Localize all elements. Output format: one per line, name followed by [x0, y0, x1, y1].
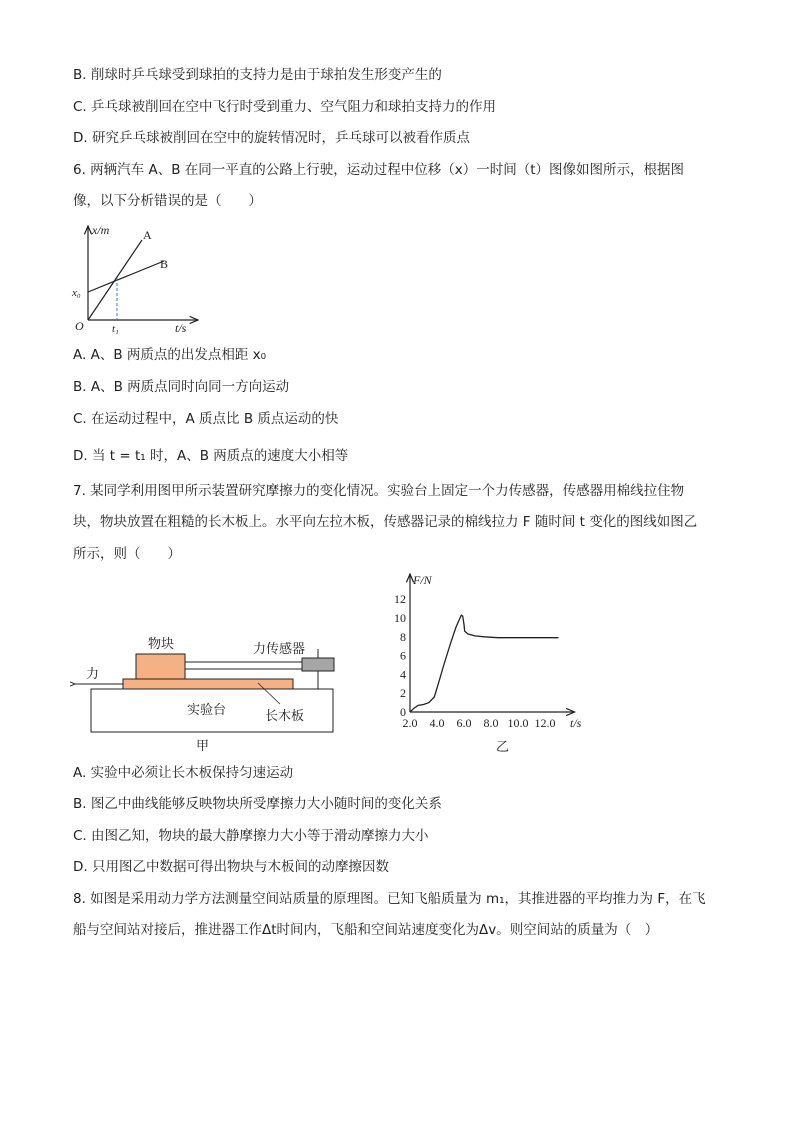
figure-7a-caption: 甲: [196, 739, 210, 754]
fig6-line-b: [88, 261, 164, 292]
long-board: [123, 679, 293, 689]
chart-x-tick-label: 12.0: [534, 716, 556, 730]
chart-y-tick-label: 10: [394, 611, 406, 625]
fig6-x0: x₀: [72, 287, 81, 299]
chart-y-label: F/N: [413, 573, 432, 587]
chart-y-tick-label: 0: [400, 705, 406, 719]
option-7a: A. 实验中必须让长木板保持匀速运动: [73, 765, 294, 781]
question-7-line-1: 7. 某同学利用图甲所示装置研究摩擦力的变化情况。实验台上固定一个力传感器，传感器用棉线拉住物: [73, 483, 685, 499]
fig6-y-label: x/m: [92, 223, 110, 237]
fig6-origin: O: [75, 319, 84, 333]
figure-7-force-time-chart: [380, 570, 590, 755]
force-sensor: [302, 658, 334, 671]
option-5d: D. 研究乒乓球被削回在空中的旋转情况时，乒乓球可以被看作质点: [73, 130, 470, 146]
question-8-line-1: 8. 如图是采用动力学方法测量空间站质量的原理图。已知飞船质量为 m₁，其推进器的平均推力为 F，在飞: [73, 891, 706, 907]
fig6-x-label: t/s: [175, 321, 187, 335]
force-curve: [410, 615, 559, 712]
question-6-line-2: 像，以下分析错误的是（ ）: [73, 193, 262, 209]
block: [136, 654, 185, 679]
figure-7-apparatus: [70, 628, 345, 756]
option-6d: D. 当 t = t₁ 时，A、B 两质点的速度大小相等: [73, 448, 349, 464]
option-7d: D. 只用图乙中数据可得出物块与木板间的动摩擦因数: [73, 859, 389, 875]
chart-x-tick-label: 8.0: [483, 716, 499, 730]
figure-7b-caption: 乙: [496, 740, 510, 755]
option-6a: A. A、B 两质点的出发点相距 x₀: [73, 347, 267, 363]
fig6-label-b: B: [160, 257, 169, 271]
figure-6-xt-graph: [70, 220, 205, 338]
option-5b: B. 削球时乒乓球受到球拍的支持力是由于球拍发生形变产生的: [73, 67, 442, 83]
question-7-line-2: 块，物块放置在粗糙的长木板上。水平向左拉木板，传感器记录的棉线拉力 F 随时间 t 变化的图线如图乙: [73, 514, 698, 530]
chart-y-tick-label: 2: [400, 686, 406, 701]
chart-y-tick-label: 12: [394, 592, 406, 607]
option-5c: C. 乒乓球被削回在空中飞行时受到重力、空气阻力和球拍支持力的作用: [73, 99, 497, 115]
chart-y-tick-label: 4: [400, 667, 406, 682]
block-label: 物块: [148, 637, 175, 652]
question-7-line-3: 所示，则（ ）: [73, 546, 181, 562]
sensor-label: 力传感器: [253, 642, 306, 657]
fig6-line-a: [88, 240, 142, 320]
chart-x-tick-label: 6.0: [456, 716, 472, 730]
option-6b: B. A、B 两质点同时向同一方向运动: [73, 379, 290, 395]
force-label: 力: [86, 667, 100, 682]
option-7b: B. 图乙中曲线能够反映物块所受摩擦力大小随时间的变化关系: [73, 796, 442, 812]
chart-y-tick-label: 8: [400, 629, 406, 644]
question-6-line-1: 6. 两辆汽车 A、B 在同一平直的公路上行驶，运动过程中位移（x）一时间（t）图像如图所示，根据图: [73, 162, 685, 178]
question-8-line-2: 船与空间站对接后，推进器工作Δt时间内，飞船和空间站速度变化为Δv。则空间站的质量为（ ）: [73, 922, 659, 938]
table-label: 实验台: [187, 703, 227, 718]
fig6-label-a: A: [143, 228, 152, 242]
chart-y-tick-label: 6: [400, 648, 406, 663]
chart-x-tick-label: 2.0: [402, 716, 418, 730]
fig6-t1: t₁: [112, 323, 119, 335]
option-6c: C. 在运动过程中，A 质点比 B 质点运动的快: [73, 411, 339, 427]
chart-x-tick-label: 10.0: [507, 716, 529, 730]
chart-x-label: t/s: [570, 716, 582, 730]
board-label: 长木板: [265, 709, 305, 724]
option-7c: C. 由图乙知，物块的最大静摩擦力大小等于滑动摩擦力大小: [73, 828, 429, 844]
chart-x-tick-label: 4.0: [429, 716, 445, 730]
